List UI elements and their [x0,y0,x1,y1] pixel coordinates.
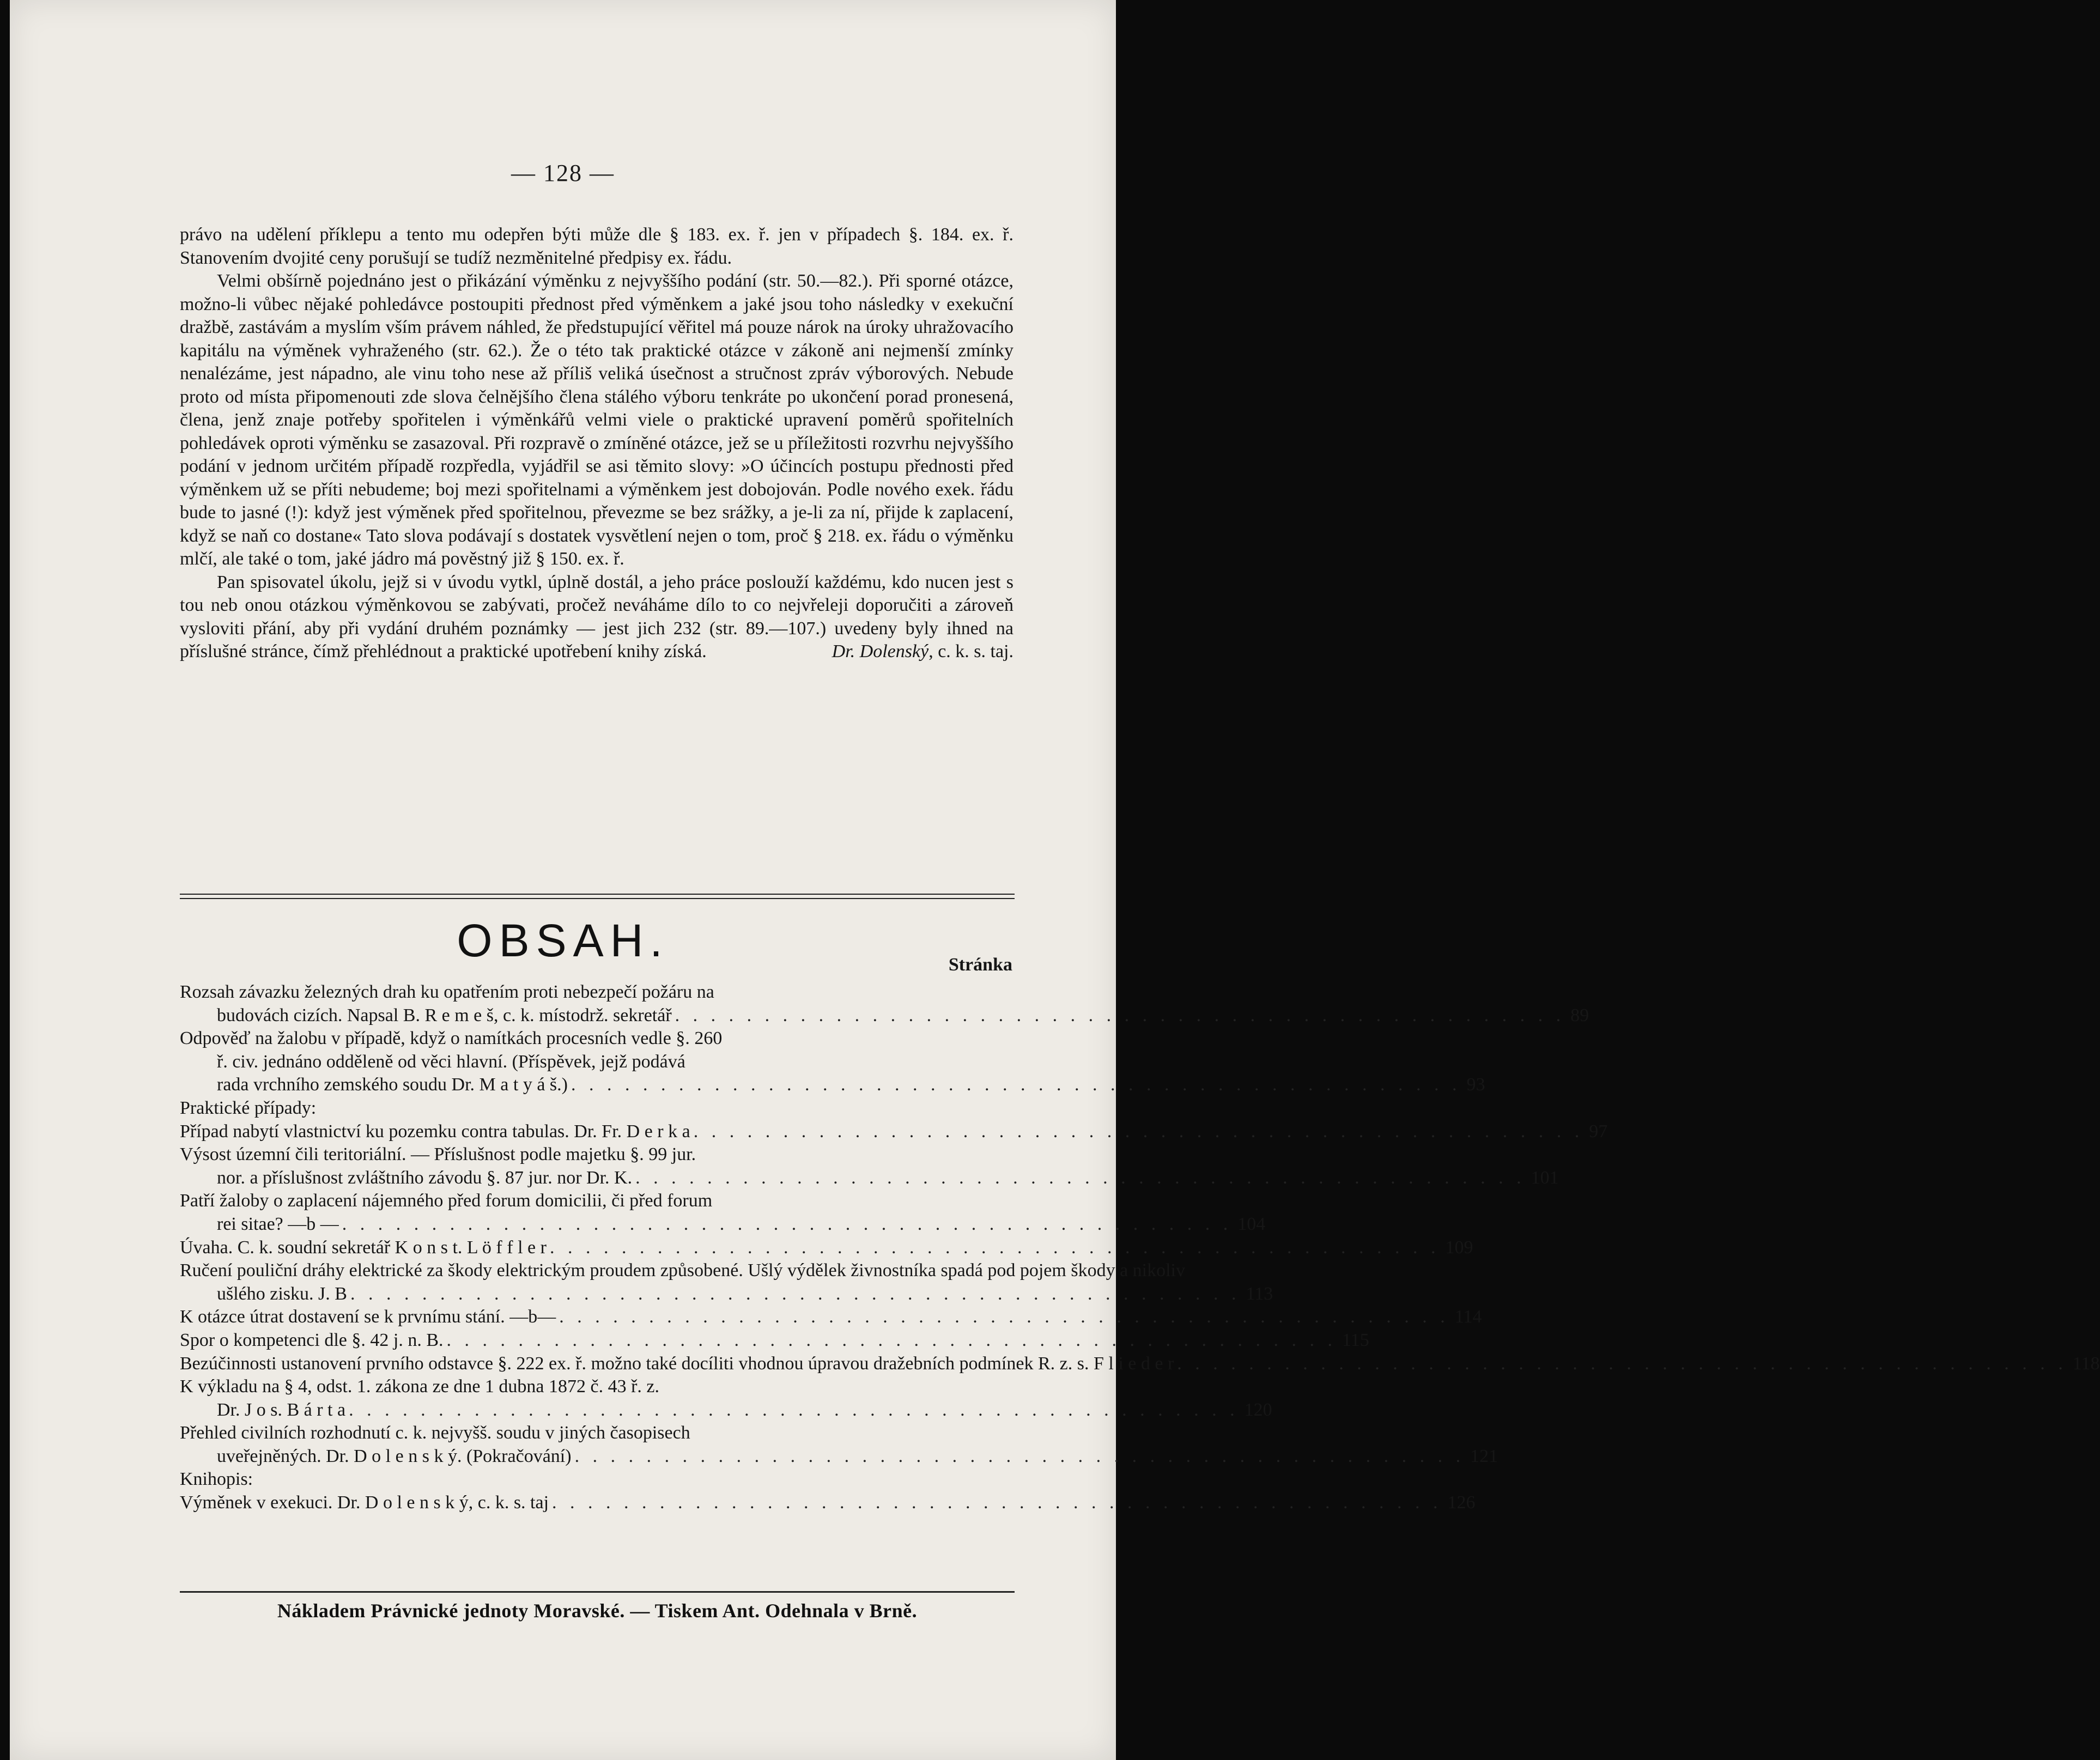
toc-leader-dots: . . . . . . . . . . . . . . . . . . . . . . . . . . . . . . . . . . . . . . . . . . . . . . . . . . [574,1446,1465,1466]
toc-entry-line [180,1120,1608,1144]
toc-entry-title: Rozsah závazku železných drah ku opatřením proti nebezpečí požáru na [180,982,714,1002]
toc-entry-title: K otázce útrat dostavení se k prvnímu stání. —b— [180,1307,556,1327]
toc-entry-line [180,1143,1015,1167]
toc-entry-page: 89 [1570,1005,1589,1025]
toc-entry-title: Odpověď na žalobu v případě, když o namítkách procesních vedle §. 260 [180,1028,723,1049]
toc-entry-title: Patří žaloby o zaplacení nájemného před forum domicilii, či před forum [180,1191,713,1211]
toc-leader-dots: . . . . . . . . . . . . . . . . . . . . . . . . . . . . . . . . . . . . . . . . . . . . . . . . . . [570,1075,1461,1095]
toc-title: OBSAH. [457,915,669,966]
toc-entry-line [180,1329,1369,1352]
toc-leader-dots: . . . . . . . . . . . . . . . . . . . . . . . . . . . . . . . . . . . . . . . . . . . . . . . . . . [635,1167,1526,1188]
toc-entry-title: rada vrchního zemského soudu Dr. M a t y á š.) [217,1075,568,1095]
signature [795,640,1013,664]
paragraph-text: Pan spisovatel úkolu, jejž si v úvodu vytkl, úplně dostál, a jeho práce poslouží každému, kdo nucen jest s tou neb onou otázkou výměnkovou se zabývati, pročež neváháme dílo to co nejvřeleji doporučiti a zároveň vysloviti přání, aby při vydání druhém poznámky — jest jich 232 (str. 89.—107.) uvedeny byly ihned na příslušné stránce, čímž přehlédnout a praktické upotřebení knihy získá. [180,572,1013,661]
toc-entry-page: 113 [1246,1283,1273,1304]
toc-leader-dots: . . . . . . . . . . . . . . . . . . . . . . . . . . . . . . . . . . . . . . . . . . . . . . . . . . [675,1005,1565,1025]
toc-entry-title: Praktické případy: [180,1097,317,1118]
toc-entry-title: Úvaha. C. k. soudní sekretář K o n s t. L ö f f l e r [180,1237,547,1258]
page [10,0,2100,1760]
divider [180,1591,1015,1593]
toc-column-header: Stránka [948,955,1012,975]
toc-entry-line [180,1004,1589,1028]
toc-entry-title: budovách cizích. Napsal B. R e m e š, c. k. místodrž. sekretář [217,1005,672,1025]
toc-entry-line [180,1189,1015,1213]
toc-entry-line [180,1468,1015,1491]
toc-entry-line [180,1073,1485,1097]
toc-entry-title: Bezúčinnosti ustanovení prvního odstavce §. 222 ex. ř. možno také docíliti vhodnou úpravou dražebních podmínek R. z. s. F l i e d e r [180,1353,1174,1374]
toc-entry-page: 114 [1454,1307,1482,1327]
toc-entry-line [180,1491,1476,1515]
toc-leader-dots: . . . . . . . . . . . . . . . . . . . . . . . . . . . . . . . . . . . . . . . . . . . . . . . . . . [549,1237,1440,1258]
toc-entry-page: 126 [1447,1492,1476,1513]
toc-entry-page: 121 [1470,1446,1498,1466]
toc-entry-title: nor. a příslušnost zvláštního závodu §. 87 jur. nor Dr. K. [217,1167,633,1188]
toc-entry-title: Ručení pouliční dráhy elektrické za škody elektrickým proudem způsobené. Ušlý výdělek živnostníka spadá pod pojem škody a nikoliv [180,1260,1185,1281]
toc-entry-title: ř. civ. jednáno odděleně od věci hlavní. (Příspěvek, jejž podává [217,1051,685,1072]
toc-entry-line [180,1422,1015,1445]
toc-entry-line [180,1375,1015,1399]
toc-entry-title: rei sitae? —b — [217,1213,339,1234]
toc-entry-page: 93 [1466,1075,1485,1095]
toc-entry-page: 115 [1342,1330,1369,1350]
toc-entry-title: uveřejněných. Dr. D o l e n s k ý. (Pokračování) [217,1446,572,1466]
toc-entry-line [180,1399,1272,1422]
imprint: Nákladem Právnické jednoty Moravské. — Tiskem Ant. Odehnala v Brně. [277,1600,918,1622]
toc-entry-page: 101 [1531,1167,1559,1188]
toc-entry-line [180,1283,1273,1306]
signature-name: Dr. Dolenský [831,641,929,661]
toc-entry-line [180,1167,1559,1190]
paragraph: právo na udělení příklepu a tento mu odepřen býti může dle § 183. ex. ř. jen v případech §. 184. ex. ř. Stanovením dvojité ceny porušují se tudíž nezměnitelné předpisy ex. řádu. [180,224,1013,268]
review-text [180,223,1013,664]
page-number: — 128 — [511,160,615,186]
toc-entry-title: Výměnek v exekuci. Dr. D o l e n s k ý, c. k. s. taj [180,1492,549,1513]
toc-leader-dots: . . . . . . . . . . . . . . . . . . . . . . . . . . . . . . . . . . . . . . . . . . . . . . . . . . [559,1307,1449,1327]
toc-leader-dots: . . . . . . . . . . . . . . . . . . . . . . . . . . . . . . . . . . . . . . . . . . . . . . . . . . [1177,1353,2067,1374]
toc-entry-title: Knihopis: [180,1469,253,1490]
paragraph [180,571,1013,664]
toc-entry-line [180,1259,1185,1283]
toc-leader-dots: . . . . . . . . . . . . . . . . . . . . . . . . . . . . . . . . . . . . . . . . . . . . . . . . . . [446,1330,1337,1350]
toc-entry-line [180,1306,1482,1329]
toc-entry-line [180,1213,1266,1236]
toc-entry-page: 109 [1445,1237,1473,1258]
toc-entry-title: Výsost územní čili teritoriální. — Příslušnost podle majetku §. 99 jur. [180,1144,696,1165]
paragraph: Velmi obšírně pojednáno jest o přikázání výměnku z nejvyššího podání (str. 50.—82.). Při sporné otázce, možno-li vůbec nějaké pohledávce postoupiti přednost před výměnkem a jaké jsou toho následky v exekuční dražbě, zastávám a myslím vším právem náhled, že předstupující věřitel má pouze nárok na úroky uhražovacího kapitálu na výměnek vyhraženého (str. 62.). Že o této tak praktické otázce v zákoně ani nejmenší zmínky nenalézáme, jest nápadno, ale vinu toho nese až příliš veliká úsečnost a stručnost zpráv výborových. Nebude proto od místa připomenouti zde slova čelnějšího člena stálého výboru tenkráte po ukončení porad pronesená, člena, jenž znaje potřeby spořitelen i výměnkářů velmi viele o praktické upravení poměrů spořitelních pohledávek oproti výměnku se zasazoval. Při rozpravě o zmíněné otázce, jež se u příležitosti rozvrhu nejvyššího podání v jednom určitém případě rozpředla, vyjádřil se asi těmito slovy: »O účincích postupu přednosti před výměnkem už se příti nebudeme; boj mezi spořitelnami a výměnkem jest dobojován. Podle nového exek. řádu bude to jasné (!): když jest výměnek před spořitelnou, převezme se bez srážky, a je-li za ní, přijde k zaplacení, když se naň co dostane« Tato slova podávají s dostatek vysvětlení nejen o tom, proč § 218. ex. řádu o výměnku mlčí, ale také o tom, jaké jádro má pověstný již § 150. ex. ř. [180,271,1013,569]
toc-leader-dots: . . . . . . . . . . . . . . . . . . . . . . . . . . . . . . . . . . . . . . . . . . . . . . . . . . [693,1121,1584,1142]
toc-entry-line [180,1445,1498,1468]
toc-entry-line [180,1027,1015,1051]
toc-entry-page: 97 [1589,1121,1608,1142]
toc-leader-dots: . . . . . . . . . . . . . . . . . . . . . . . . . . . . . . . . . . . . . . . . . . . . . . . . . . [342,1213,1233,1234]
signature-title: , c. k. s. taj. [928,641,1013,661]
toc-entry-title: Případ nabytí vlastnictví ku pozemku contra tabulas. Dr. Fr. D e r k a [180,1121,690,1142]
toc-entry-title: Dr. J o s. B á r t a [217,1399,346,1420]
divider [180,894,1015,899]
toc-entry-title: Přehled civilních rozhodnutí c. k. nejvyšš. soudu v jiných časopisech [180,1423,690,1443]
toc-entry-line [180,1051,1015,1074]
toc-leader-dots: . . . . . . . . . . . . . . . . . . . . . . . . . . . . . . . . . . . . . . . . . . . . . . . . . . [349,1399,1239,1420]
table-of-contents [180,981,2100,1515]
toc-entry-title: K výkladu na § 4, odst. 1. zákona ze dne 1 dubna 1872 č. 43 ř. z. [180,1376,659,1397]
toc-entry-title: Spor o kompetenci dle §. 42 j. n. B. [180,1330,444,1350]
toc-entry-line [180,1097,1015,1120]
toc-entry-line [180,1236,1473,1260]
toc-entry-title: ušlého zisku. J. B [217,1283,347,1304]
toc-entry-line [180,981,1015,1004]
toc-entry-page: 118 [2072,1353,2100,1374]
toc-entry-page: 104 [1237,1213,1266,1234]
toc-entry-line [180,1352,2100,1376]
toc-entry-page: 120 [1244,1399,1272,1420]
toc-leader-dots: . . . . . . . . . . . . . . . . . . . . . . . . . . . . . . . . . . . . . . . . . . . . . . . . . . [552,1492,1442,1513]
toc-leader-dots: . . . . . . . . . . . . . . . . . . . . . . . . . . . . . . . . . . . . . . . . . . . . . . . . . . [350,1283,1241,1304]
